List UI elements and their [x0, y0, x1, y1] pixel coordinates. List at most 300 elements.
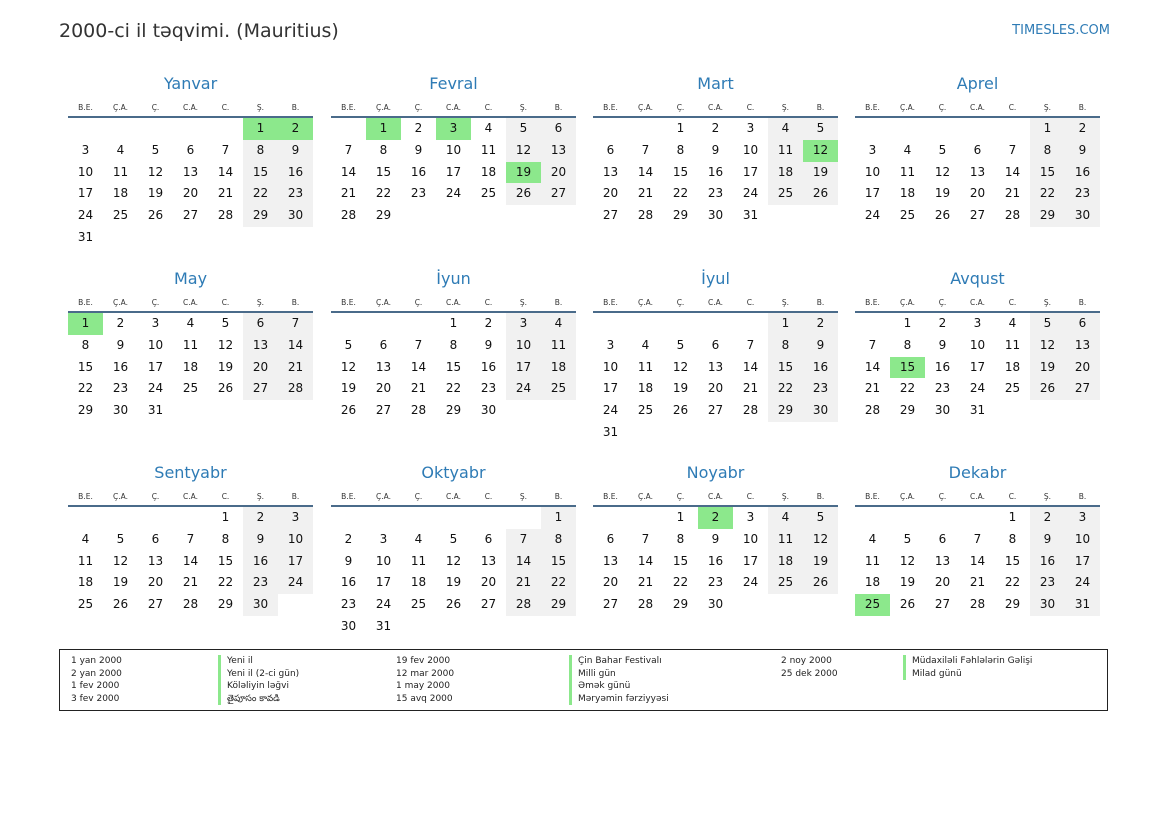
day: 12	[112, 553, 129, 568]
weekday-label: Ç.	[676, 492, 685, 501]
day: 6	[151, 531, 160, 546]
weekday-label: C.	[221, 492, 230, 501]
weekend-day: 20	[1065, 357, 1100, 379]
day: 21	[340, 186, 357, 201]
month-2	[331, 73, 576, 227]
week-row	[331, 616, 576, 638]
month-name: Fevral	[429, 74, 478, 93]
day: 3	[868, 142, 877, 157]
day: 13	[602, 164, 619, 179]
day: 4	[1008, 316, 1017, 330]
day: 9	[344, 553, 353, 568]
day: 11	[1004, 337, 1021, 352]
day: 17	[969, 359, 986, 374]
weekend-day: 2	[803, 313, 838, 335]
week-row	[855, 140, 1100, 162]
weekday-label: Ç.A.	[899, 298, 915, 307]
week-row	[331, 205, 576, 227]
day: 23	[480, 381, 497, 396]
day: 21	[182, 575, 199, 590]
day: 1	[676, 510, 685, 524]
day: 15	[672, 164, 689, 179]
day: 17	[445, 164, 462, 179]
holiday-day: 2	[278, 118, 313, 140]
day: 12	[934, 164, 951, 179]
day: 26	[934, 208, 951, 223]
day: 9	[414, 142, 423, 157]
weekday-label: C.	[1008, 492, 1017, 501]
day: 4	[186, 316, 195, 330]
holiday-day: 1	[68, 313, 103, 335]
day: 7	[868, 337, 877, 352]
weekday-label: Ç.	[151, 103, 160, 112]
day: 15	[1004, 553, 1021, 568]
weekday-label: Ç.A.	[375, 103, 391, 112]
day: 25	[112, 208, 129, 223]
day: 11	[182, 337, 199, 352]
weekday-label: B.E.	[78, 492, 93, 501]
weekday-label: Ç.A.	[112, 492, 128, 501]
day: 29	[899, 403, 916, 418]
weekend-day: 30	[278, 205, 313, 227]
weekday-label: Ç.	[414, 103, 423, 112]
day: 8	[449, 337, 458, 352]
day: 25	[637, 403, 654, 418]
empty-cell	[733, 594, 768, 616]
week-row	[593, 529, 838, 551]
day: 1	[221, 510, 230, 524]
empty-cell	[960, 118, 995, 140]
day: 31	[77, 229, 94, 244]
day: 27	[602, 208, 619, 223]
day: 28	[1004, 208, 1021, 223]
day: 7	[221, 142, 230, 157]
day: 26	[340, 403, 357, 418]
empty-cell	[138, 227, 173, 249]
weekday-label: C.	[221, 298, 230, 307]
month-name: Noyabr	[686, 463, 745, 482]
day: 26	[112, 597, 129, 612]
weekend-day: 12	[803, 529, 838, 551]
legend-holiday-name: Yeni il	[218, 655, 299, 668]
day: 10	[375, 553, 392, 568]
weekend-day: 16	[1030, 551, 1065, 573]
day: 14	[742, 359, 759, 374]
weekday-label: C.	[746, 298, 755, 307]
weekend-day: 13	[1065, 335, 1100, 357]
weekday-label: Ç.A.	[112, 298, 128, 307]
weekday-label: C.	[746, 492, 755, 501]
empty-cell	[663, 422, 698, 444]
week-row	[593, 422, 838, 444]
week-row	[855, 507, 1100, 529]
legend-dates	[396, 655, 454, 705]
day: 3	[973, 316, 982, 330]
day: 25	[1004, 381, 1021, 396]
empty-cell	[698, 313, 733, 335]
weekend-day: 5	[1030, 313, 1065, 335]
weekday-label: Ç.	[414, 298, 423, 307]
empty-cell	[593, 118, 628, 140]
week-row	[68, 140, 313, 162]
empty-cell	[401, 616, 436, 638]
legend-date: 25 dek 2000	[781, 668, 838, 679]
week-row	[68, 357, 313, 379]
site-link[interactable]: TIMESLES.COM	[1012, 23, 1110, 38]
day: 24	[147, 381, 164, 396]
day: 18	[410, 575, 427, 590]
day: 7	[746, 337, 755, 352]
day: 18	[899, 186, 916, 201]
weekday-label: C.A.	[445, 298, 461, 307]
day: 29	[77, 403, 94, 418]
day: 20	[969, 186, 986, 201]
weekend-day: 5	[803, 118, 838, 140]
day: 16	[340, 575, 357, 590]
legend-dates	[71, 655, 122, 705]
weekend-day: 26	[803, 183, 838, 205]
day: 16	[934, 359, 951, 374]
day: 7	[344, 142, 353, 157]
day: 30	[480, 403, 497, 418]
weekday-label: C.	[484, 492, 493, 501]
day: 22	[672, 186, 689, 201]
month-name: Yanvar	[163, 74, 218, 93]
day: 9	[484, 337, 493, 352]
weekday-label: Ş.	[256, 103, 265, 112]
empty-cell	[208, 118, 243, 140]
day: 27	[969, 208, 986, 223]
weekday-label: B.	[291, 298, 300, 307]
weekend-day: 13	[541, 140, 576, 162]
legend-names	[218, 655, 299, 705]
day: 27	[147, 597, 164, 612]
weekday-label: C.A.	[707, 492, 723, 501]
day: 21	[1004, 186, 1021, 201]
day: 2	[116, 316, 125, 330]
week-row	[68, 572, 313, 594]
weekday-label: B.E.	[603, 298, 618, 307]
week-row	[331, 357, 576, 379]
weekday-label: Ç.A.	[375, 492, 391, 501]
weekday-label: Ş.	[256, 492, 265, 501]
empty-cell	[278, 594, 313, 616]
weekday-header	[331, 488, 576, 507]
day: 16	[410, 164, 427, 179]
empty-cell	[103, 227, 138, 249]
week-row	[593, 140, 838, 162]
day: 26	[217, 381, 234, 396]
weekday-label: B.E.	[603, 492, 618, 501]
empty-cell	[506, 616, 541, 638]
weekend-day: 4	[768, 507, 803, 529]
empty-cell	[733, 422, 768, 444]
weekend-day: 17	[278, 551, 313, 573]
week-row	[855, 205, 1100, 227]
day: 31	[375, 618, 392, 633]
weekend-day: 14	[278, 335, 313, 357]
weekend-day: 8	[768, 335, 803, 357]
day: 31	[602, 424, 619, 439]
week-row	[331, 572, 576, 594]
day: 2	[711, 121, 720, 135]
day: 20	[934, 575, 951, 590]
day: 13	[707, 359, 724, 374]
empty-cell	[890, 507, 925, 529]
day: 4	[81, 531, 90, 546]
day: 17	[742, 164, 759, 179]
empty-cell	[995, 118, 1030, 140]
day: 28	[969, 597, 986, 612]
day: 27	[480, 597, 497, 612]
week-row	[331, 529, 576, 551]
day: 10	[969, 337, 986, 352]
day: 27	[375, 403, 392, 418]
day: 14	[1004, 164, 1021, 179]
weekend-day: 1	[1030, 118, 1065, 140]
weekday-label: Ç.A.	[637, 103, 653, 112]
empty-cell	[401, 507, 436, 529]
day: 7	[641, 531, 650, 546]
day: 2	[938, 316, 947, 330]
week-row	[331, 140, 576, 162]
week-row	[593, 183, 838, 205]
weekend-day: 26	[803, 572, 838, 594]
month-7	[593, 268, 838, 444]
month-10	[331, 462, 576, 638]
weekend-day: 1	[541, 507, 576, 529]
weekend-day: 18	[768, 551, 803, 573]
weekend-day: 31	[1065, 594, 1100, 616]
week-row	[68, 183, 313, 205]
weekend-day: 20	[243, 357, 278, 379]
day: 6	[484, 531, 493, 546]
weekend-day: 16	[803, 357, 838, 379]
day: 28	[864, 403, 881, 418]
week-row	[331, 551, 576, 573]
legend-date: 3 fev 2000	[71, 693, 120, 704]
week-row	[855, 551, 1100, 573]
weekend-day: 2	[243, 507, 278, 529]
weekend-day: 15	[1030, 162, 1065, 184]
weekday-header	[855, 99, 1100, 118]
weekday-label: C.A.	[445, 103, 461, 112]
legend-date: 1 fev 2000	[71, 681, 120, 692]
weekend-day: 27	[541, 183, 576, 205]
weekend-day: 27	[1065, 378, 1100, 400]
day: 3	[151, 316, 160, 330]
weekend-day: 23	[1065, 183, 1100, 205]
day: 23	[112, 381, 129, 396]
week-row	[68, 594, 313, 616]
month-name: İyun	[436, 269, 471, 288]
day: 11	[480, 142, 497, 157]
empty-cell	[436, 507, 471, 529]
week-row	[331, 378, 576, 400]
empty-cell	[768, 205, 803, 227]
weekend-day: 23	[278, 183, 313, 205]
day: 13	[147, 553, 164, 568]
day: 22	[375, 186, 392, 201]
weekday-label: B.E.	[865, 492, 880, 501]
month-4	[855, 73, 1100, 227]
day: 28	[637, 597, 654, 612]
month-6	[331, 268, 576, 422]
day: 3	[606, 337, 615, 352]
day: 10	[864, 164, 881, 179]
week-row	[855, 335, 1100, 357]
weekend-day: 22	[1030, 183, 1065, 205]
day: 19	[672, 381, 689, 396]
day: 12	[899, 553, 916, 568]
holiday-day: 12	[803, 140, 838, 162]
weekend-day: 6	[1065, 313, 1100, 335]
day: 6	[379, 337, 388, 352]
day: 26	[899, 597, 916, 612]
weekday-header	[593, 488, 838, 507]
weekend-day: 25	[768, 572, 803, 594]
day: 9	[711, 142, 720, 157]
week-row	[855, 378, 1100, 400]
legend-holiday-name: Köləliyin ləğvi	[218, 680, 299, 693]
week-row	[593, 205, 838, 227]
day: 10	[742, 142, 759, 157]
day: 8	[221, 531, 230, 546]
day: 28	[410, 403, 427, 418]
week-row	[68, 378, 313, 400]
weekday-label: Ç.A.	[899, 492, 915, 501]
weekday-label: Ç.	[151, 298, 160, 307]
empty-cell	[173, 227, 208, 249]
day: 12	[672, 359, 689, 374]
holiday-day: 3	[436, 118, 471, 140]
weekend-day: 25	[541, 378, 576, 400]
weekday-label: Ş.	[781, 103, 790, 112]
empty-cell	[995, 400, 1030, 422]
weekday-label: B.	[291, 492, 300, 501]
day: 15	[672, 553, 689, 568]
legend-date: 2 noy 2000	[781, 656, 832, 666]
weekend-day: 10	[1065, 529, 1100, 551]
day: 5	[116, 531, 125, 546]
empty-cell	[173, 118, 208, 140]
day: 14	[864, 359, 881, 374]
day: 14	[182, 553, 199, 568]
empty-cell	[243, 227, 278, 249]
week-row	[855, 594, 1100, 616]
empty-cell	[541, 400, 576, 422]
day: 25	[899, 208, 916, 223]
empty-cell	[628, 118, 663, 140]
weekend-day: 21	[278, 357, 313, 379]
weekday-label: B.	[816, 103, 825, 112]
weekday-label: B.	[1078, 298, 1087, 307]
weekend-day: 28	[506, 594, 541, 616]
weekday-label: Ş.	[781, 298, 790, 307]
empty-cell	[243, 400, 278, 422]
weekend-day: 11	[768, 140, 803, 162]
day: 7	[973, 531, 982, 546]
empty-cell	[278, 400, 313, 422]
empty-cell	[628, 422, 663, 444]
day: 8	[676, 531, 685, 546]
day: 17	[864, 186, 881, 201]
weekend-day: 22	[243, 183, 278, 205]
weekend-day: 16	[278, 162, 313, 184]
day: 18	[182, 359, 199, 374]
day: 29	[375, 208, 392, 223]
weekday-label: B.E.	[341, 298, 356, 307]
day: 23	[410, 186, 427, 201]
day: 14	[637, 164, 654, 179]
weekend-day: 10	[506, 335, 541, 357]
holiday-day: 1	[366, 118, 401, 140]
legend-holiday-name: Yeni il (2-ci gün)	[218, 668, 299, 681]
weekend-day: 8	[1030, 140, 1065, 162]
weekend-day: 14	[506, 551, 541, 573]
empty-cell	[855, 313, 890, 335]
day: 21	[410, 381, 427, 396]
empty-cell	[103, 118, 138, 140]
weekend-day: 17	[1065, 551, 1100, 573]
day: 19	[147, 186, 164, 201]
empty-cell	[768, 422, 803, 444]
weekend-day: 11	[768, 529, 803, 551]
day: 20	[375, 381, 392, 396]
empty-cell	[803, 205, 838, 227]
day: 27	[602, 597, 619, 612]
weekday-label: B.	[816, 298, 825, 307]
empty-cell	[1030, 400, 1065, 422]
weekend-day: 9	[243, 529, 278, 551]
empty-cell	[68, 507, 103, 529]
weekday-label: C.	[484, 298, 493, 307]
week-row	[593, 335, 838, 357]
day: 26	[672, 403, 689, 418]
weekday-header	[331, 294, 576, 313]
legend-holiday-name: Məryəmin fərziyyəsi	[569, 693, 669, 706]
weekday-label: B.	[1078, 492, 1087, 501]
weekend-day: 9	[1065, 140, 1100, 162]
day: 18	[637, 381, 654, 396]
weekend-day: 7	[506, 529, 541, 551]
holiday-day: 1	[243, 118, 278, 140]
day: 29	[1004, 597, 1021, 612]
legend-holiday-name: Milad günü	[903, 668, 1032, 681]
legend-holiday-name: తైపూసం కావడి	[218, 693, 299, 706]
day: 19	[112, 575, 129, 590]
day: 5	[221, 316, 230, 330]
day: 15	[375, 164, 392, 179]
weekend-day: 3	[506, 313, 541, 335]
day: 20	[602, 575, 619, 590]
weekend-day: 23	[803, 378, 838, 400]
day: 22	[445, 381, 462, 396]
month-name: İyul	[701, 269, 730, 288]
weekend-day: 17	[506, 357, 541, 379]
week-row	[855, 162, 1100, 184]
weekday-label: B.E.	[603, 103, 618, 112]
weekend-day: 27	[243, 378, 278, 400]
empty-cell	[506, 507, 541, 529]
weekend-day: 23	[243, 572, 278, 594]
weekday-label: C.A.	[969, 103, 985, 112]
day: 31	[742, 208, 759, 223]
day: 11	[637, 359, 654, 374]
week-row	[68, 529, 313, 551]
weekday-label: B.E.	[865, 103, 880, 112]
empty-cell	[471, 205, 506, 227]
